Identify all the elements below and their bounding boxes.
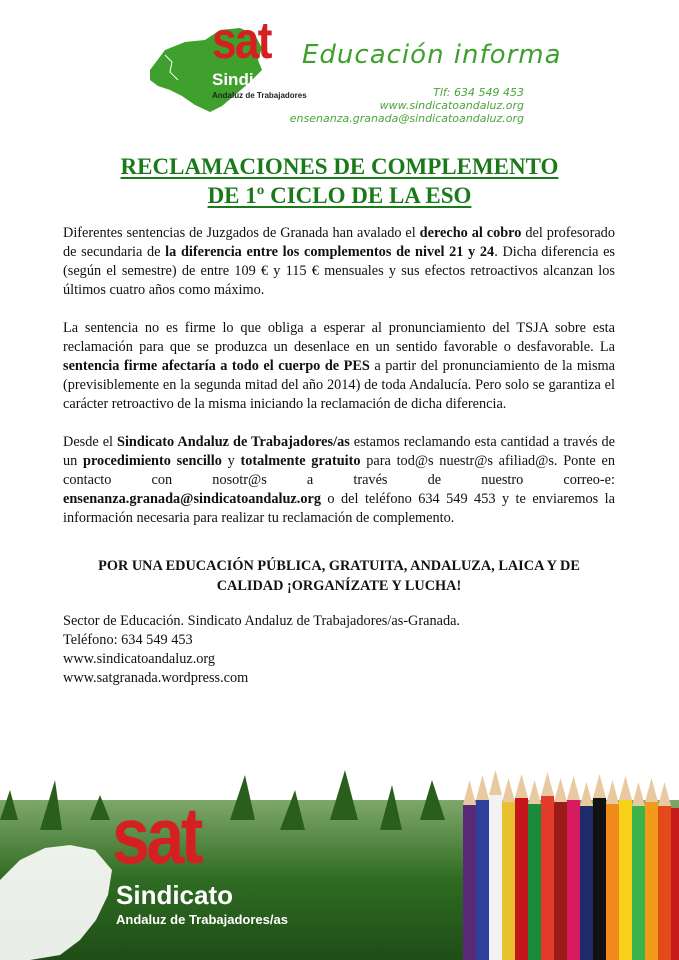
colored-pencils [463, 770, 679, 960]
web-link-1: www.sindicatoandaluz.org [63, 651, 216, 667]
p3-bold: procedimiento sencillo [83, 453, 222, 469]
contact-block [63, 612, 460, 688]
phone-line: Teléfono: 634 549 453 [63, 632, 193, 648]
paragraph-1 [63, 224, 615, 300]
web-link-2: www.satgranada.wordpress.com [63, 670, 249, 686]
email-address: ensenanza.granada@sindicatoandaluz.org [63, 491, 321, 507]
p1-text: del profesorado de secundaria de [63, 225, 615, 260]
title-line-2: DE 1º CICLO DE LA ESO [207, 183, 472, 208]
body-text [63, 224, 615, 547]
page-title [0, 152, 679, 210]
p3-text: para tod@s nuestr@s afiliad@s. Ponte en contacto con nosotr@s a través de nuestro correo-e: [63, 453, 615, 488]
header-phone: Tlf: 634 549 453 [433, 86, 524, 99]
p3-text: estamos reclamando esta cantidad a través de un [63, 434, 615, 469]
section-title: Educación informa [302, 40, 562, 70]
header [0, 0, 679, 140]
p2-text: a partir del pronunciamiento de la misma (previsiblemente en la segunda mitad del año 2014) de toda Andalucía. Pero solo se garantiza el carácter retroactivo de la misma iniciando la reclamación de dicha diferencia. [63, 358, 616, 412]
sindicato-logo-bottom: Sindicato [116, 880, 234, 910]
andaluz-logo-text: Andaluz de Trabajadores [212, 91, 307, 100]
header-email: ensenanza.granada@sindicatoandaluz.org [289, 112, 524, 125]
p3-text: y [221, 453, 241, 469]
bottom-banner [0, 720, 679, 960]
paragraph-3 [63, 433, 615, 528]
p3-bold: Sindicato Andaluz de Trabajadores/as [117, 434, 350, 450]
sat-logo-text: sat [212, 12, 271, 70]
p2-text: La sentencia no es firme lo que obliga a esperar al pronunciamiento del TSJA sobre esta reclamación para que se produzca un desenlace en un sentido favorable o desfavorable. La [63, 320, 615, 355]
slogan-line-1: POR UNA EDUCACIÓN PÚBLICA, GRATUITA, ANDALUZA, LAICA Y DE [98, 558, 580, 574]
sector-line: Sector de Educación. Sindicato Andaluz de Trabajadores/as-Granada. [63, 613, 461, 629]
p2-bold: sentencia firme afectaría a todo el cuerpo de PES [63, 358, 370, 374]
p1-text: Diferentes sentencias de Juzgados de Granada han avalado el [63, 225, 420, 241]
sat-logo-bottom: sat [112, 791, 201, 880]
title-line-1: RECLAMACIONES DE COMPLEMENTO [120, 154, 559, 179]
p3-text: Desde el [63, 434, 117, 450]
p3-text: o del teléfono 634 549 453 y te enviaremos la información necesaria para realizar tu reclamación de complemento. [63, 491, 615, 526]
p1-text: . Dicha diferencia es (según el semestre) de entre 109 € y 115 € mensuales y sus efectos retroactivos alcanzan los últimos cuatro años como máximo. [63, 244, 615, 298]
sindicato-logo-text: Sindicato [212, 70, 289, 89]
p1-bold: la diferencia entre los complementos de nivel 21 y 24 [165, 244, 495, 260]
p3-bold: totalmente gratuito [240, 453, 361, 469]
paragraph-2 [63, 319, 615, 414]
slogan [63, 556, 615, 596]
header-web: www.sindicatoandaluz.org [379, 99, 524, 112]
andaluz-logo-bottom: Andaluz de Trabajadores/as [116, 912, 288, 927]
p1-bold: derecho al cobro [419, 225, 522, 241]
slogan-line-2: CALIDAD ¡ORGANÍZATE Y LUCHA! [216, 578, 462, 594]
